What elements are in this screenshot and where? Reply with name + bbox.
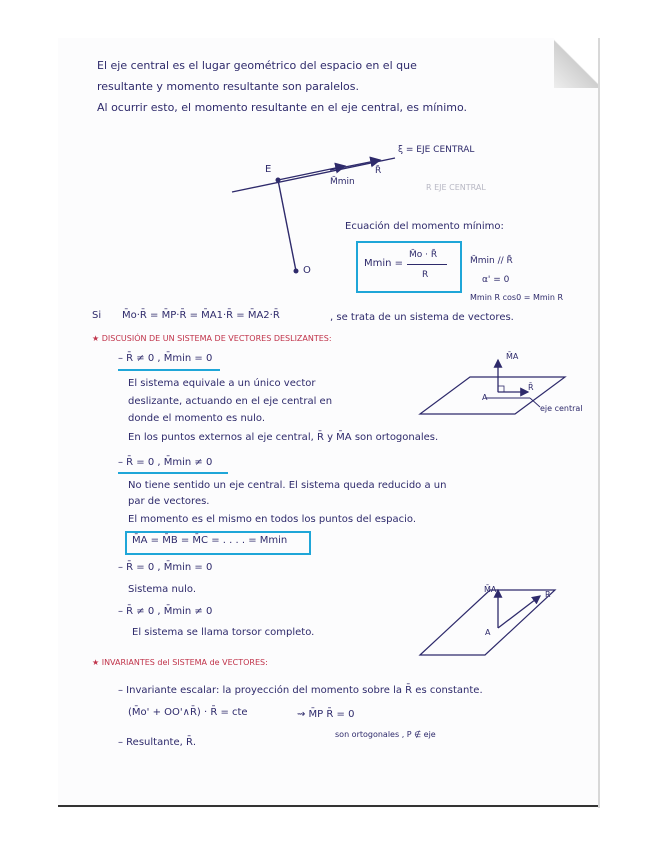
label-e: E xyxy=(265,164,272,175)
case3-condition: – R̄ = 0 , M̄min = 0 xyxy=(118,562,213,573)
formula-denominator: R xyxy=(422,270,429,280)
moment-equality: M̄A = M̄B = M̄C = . . . . = Mmin xyxy=(132,535,288,546)
side-note-cos: Mmin R cos0 = Mmin R xyxy=(470,293,564,302)
case3-text: Sistema nulo. xyxy=(128,584,197,595)
case1-text-4: En los puntos externos al eje central, R̄ y M̄A son ortogonales. xyxy=(128,432,439,443)
diagram2-a: A xyxy=(482,393,488,402)
diagram2-ma: M̄A xyxy=(506,352,519,361)
min-moment-heading: Ecuación del momento mínimo: xyxy=(345,221,504,232)
si-equation: M̄o·R̄ = M̄P·R̄ = M̄A1·R̄ = M̄A2·R̄ xyxy=(122,310,280,321)
diagram3-ma: M̄A xyxy=(484,585,497,594)
diagram2-r: R̄ xyxy=(528,383,534,392)
label-r: R̄ xyxy=(375,166,382,176)
diagram2-axis-label: eje central xyxy=(540,404,583,413)
diagram3-a: A xyxy=(485,628,491,637)
invariants-heading: ★ INVARIANTES del SISTEMA de VECTORES: xyxy=(92,658,268,667)
invariant-formula-result: ⇝ M̄P R̄ = 0 xyxy=(297,709,355,720)
label-mmin: M̄min xyxy=(330,177,355,187)
ghost-text: R EJE CENTRAL xyxy=(426,183,486,192)
case2-text-2: par de vectores. xyxy=(128,496,210,507)
intro-line-3: Al ocurrir esto, el momento resultante en el eje central, es mínimo. xyxy=(97,101,468,114)
case2-text-1: No tiene sentido un eje central. El sistema queda reducido a un xyxy=(128,480,447,491)
label-o: O xyxy=(303,265,311,276)
intro-line-2: resultante y momento resultante son paralelos. xyxy=(97,80,360,93)
case1-text-1: El sistema equivale a un único vector xyxy=(128,378,316,389)
case1-condition: – R̄ ≠ 0 , M̄min = 0 xyxy=(118,353,213,364)
case2-text-3: El momento es el mismo en todos los puntos del espacio. xyxy=(128,514,416,525)
invariant-formula: (M̄o' + OO'∧R̄) · R̄ = cte xyxy=(128,707,248,718)
invariant-resultant: – Resultante, R̄. xyxy=(118,737,197,748)
side-note-angle: α' = 0 xyxy=(482,275,510,285)
case4-condition: – R̄ ≠ 0 , M̄min ≠ 0 xyxy=(118,606,213,617)
formula-lhs: Mmin = xyxy=(364,258,404,269)
case2-condition: – R̄ = 0 , M̄min ≠ 0 xyxy=(118,457,213,468)
si-prefix: Si xyxy=(92,310,102,321)
side-note-parallel: M̄min // R̄ xyxy=(470,256,513,266)
si-suffix: , se trata de un sistema de vectores. xyxy=(330,312,514,323)
case1-text-2: deslizante, actuando en el eje central en xyxy=(128,396,333,407)
intro-line-1: El eje central es el lugar geométrico del espacio en el que xyxy=(97,59,417,72)
invariant-note: son ortogonales , P ∉ eje xyxy=(335,730,436,739)
discussion-heading: ★ DISCUSIÓN DE UN SISTEMA DE VECTORES DESLIZANTES: xyxy=(92,334,332,343)
case1-text-3: donde el momento es nulo. xyxy=(128,413,266,424)
label-central-axis: ξ = EJE CENTRAL xyxy=(398,145,475,155)
formula-numerator: M̄o · R̄ xyxy=(409,250,438,260)
case4-text: El sistema se llama torsor completo. xyxy=(132,627,315,638)
diagram3-r: R̄ xyxy=(545,590,551,599)
invariant-scalar: – Invariante escalar: la proyección del momento sobre la R̄ es constante. xyxy=(118,685,483,696)
